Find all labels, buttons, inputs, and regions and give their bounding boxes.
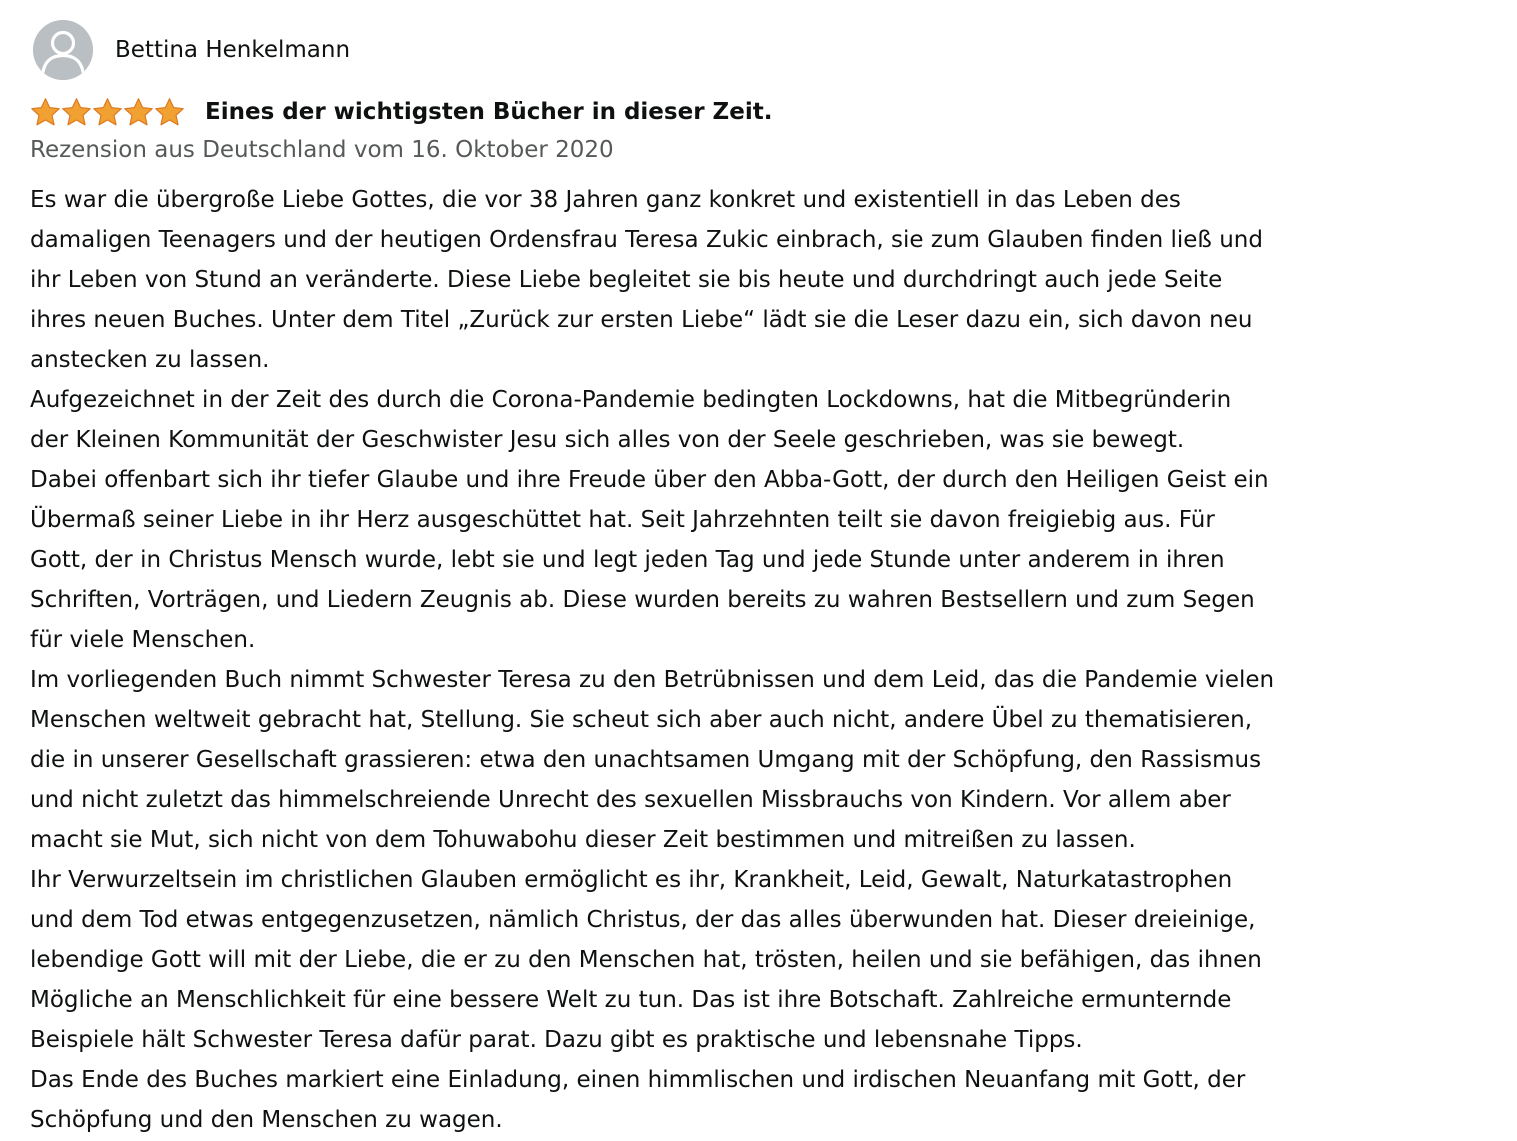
reviewer-name[interactable]: Bettina Henkelmann: [115, 37, 351, 63]
review-title[interactable]: Eines der wichtigsten Bücher in dieser Zeit.: [205, 99, 773, 125]
review-text-line: ihr Leben von Stund an veränderte. Diese Liebe begleitet sie bis heute und durchdringt auch jede Seite: [30, 267, 1223, 293]
review-text-line: Im vorliegenden Buch nimmt Schwester Teresa zu den Betrübnissen und dem Leid, das die Pandemie vielen: [30, 667, 1275, 693]
review-text-line: Dabei offenbart sich ihr tiefer Glaube und ihre Freude über den Abba-Gott, der durch den Heiligen Geist ein: [30, 467, 1269, 493]
review-text-line: die in unserer Gesellschaft grassieren: etwa den unachtsamen Umgang mit der Schöpfung, den Rassismus: [30, 747, 1262, 773]
review-text-line: ihres neuen Buches. Unter dem Titel „Zurück zur ersten Liebe“ lädt sie die Leser dazu ein, sich davon neu: [30, 307, 1253, 333]
review-text-line: Menschen weltweit gebracht hat, Stellung. Sie scheut sich aber auch nicht, andere Übel zu thematisieren,: [30, 707, 1253, 733]
review-text-line: Ihr Verwurzeltsein im christlichen Glauben ermöglicht es ihr, Krankheit, Leid, Gewalt, Naturkatastrophen: [30, 867, 1233, 893]
review-text-line: Es war die übergroße Liebe Gottes, die vor 38 Jahren ganz konkret und existentiell in das Leben des: [30, 187, 1181, 213]
review-text-line: der Kleinen Kommunität der Geschwister Jesu sich alles von der Seele geschrieben, was sie bewegt.: [30, 427, 1185, 453]
star-icon: [92, 97, 123, 128]
review-text-line: Beispiele hält Schwester Teresa dafür parat. Dazu gibt es praktische und lebensnahe Tipps.: [30, 1027, 1083, 1053]
default-user-avatar-icon: [33, 20, 93, 80]
star-rating[interactable]: [30, 97, 185, 128]
review-date: Rezension aus Deutschland vom 16. Oktober 2020: [30, 137, 614, 163]
review-text-line: Gott, der in Christus Mensch wurde, lebt sie und legt jeden Tag und jede Stunde unter anderem in ihren: [30, 547, 1225, 573]
star-icon: [154, 97, 185, 128]
review-text-line: Schöpfung und den Menschen zu wagen.: [30, 1107, 503, 1133]
review-text: [30, 180, 1410, 1140]
review-text-line: Schriften, Vorträgen, und Liedern Zeugnis ab. Diese wurden bereits zu wahren Bestsellern und zum Segen: [30, 587, 1255, 613]
review-text-line: Das Ende des Buches markiert eine Einladung, einen himmlischen und irdischen Neuanfang mit Gott, der: [30, 1067, 1246, 1093]
review-text-line: für viele Menschen.: [30, 627, 256, 653]
review-text-line: Übermaß seiner Liebe in ihr Herz ausgeschüttet hat. Seit Jahrzehnten teilt sie davon freigiebig aus. Für: [30, 507, 1215, 533]
review-text-line: Aufgezeichnet in der Zeit des durch die Corona-Pandemie bedingten Lockdowns, hat die Mitbegründerin: [30, 387, 1232, 413]
review-text-line: und dem Tod etwas entgegenzusetzen, nämlich Christus, der das alles überwunden hat. Dieser dreieinige,: [30, 907, 1256, 933]
review-text-line: und nicht zuletzt das himmelschreiende Unrecht des sexuellen Missbrauchs von Kindern. Vor allem aber: [30, 787, 1231, 813]
review-text-line: lebendige Gott will mit der Liebe, die er zu den Menschen hat, trösten, heilen und sie befähigen, das ihnen: [30, 947, 1262, 973]
star-icon: [30, 97, 61, 128]
star-icon: [61, 97, 92, 128]
star-icon: [123, 97, 154, 128]
reviewer-profile-link[interactable]: [33, 20, 350, 80]
review-text-line: anstecken zu lassen.: [30, 347, 270, 373]
review-text-line: damaligen Teenagers und der heutigen Ordensfrau Teresa Zukic einbrach, sie zum Glauben finden ließ und: [30, 227, 1263, 253]
review-text-line: Mögliche an Menschlichkeit für eine bessere Welt zu tun. Das ist ihre Botschaft. Zahlreiche ermunternde: [30, 987, 1232, 1013]
review-text-line: macht sie Mut, sich nicht von dem Tohuwabohu dieser Zeit bestimmen und mitreißen zu lassen.: [30, 827, 1136, 853]
review-header: [30, 93, 772, 131]
